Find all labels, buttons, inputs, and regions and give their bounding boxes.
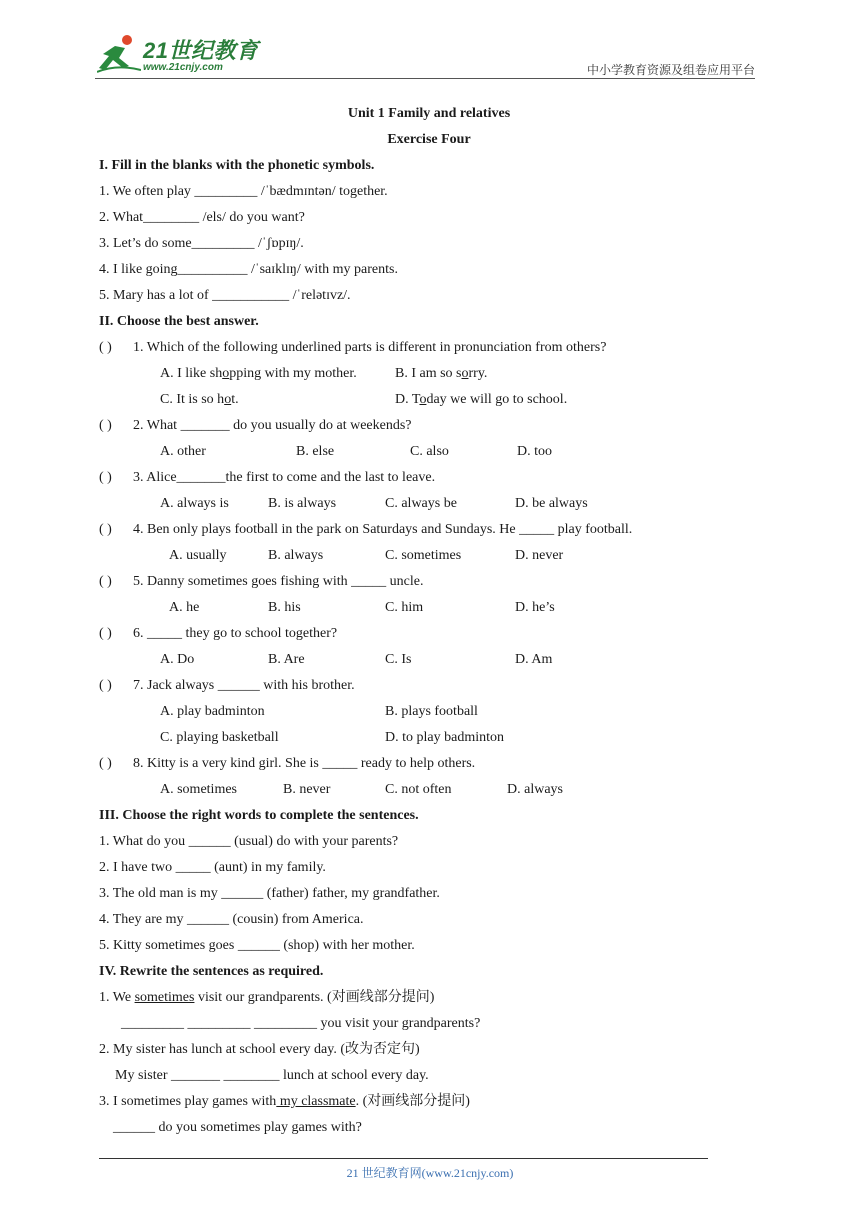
- section3-item: 5. Kitty sometimes goes ______ (shop) with her mother.: [99, 938, 415, 953]
- option-d: D. to play badminton: [385, 730, 504, 745]
- section3-heading: III. Choose the right words to complete the sentences.: [99, 808, 419, 823]
- question-4-options: [99, 543, 719, 569]
- question-text: 1. Which of the following underlined parts is different in pronunciation from others?: [133, 340, 607, 355]
- option-b: B. is always: [268, 496, 337, 511]
- question-6: [99, 621, 719, 647]
- question-1-options-row2: [99, 387, 719, 413]
- option-b: B. I am so sorry.: [395, 366, 488, 381]
- option-c: C. sometimes: [385, 548, 462, 563]
- question-text: 7. Jack always ______ with his brother.: [133, 678, 355, 693]
- document-title: Unit 1 Family and relatives: [347, 106, 511, 121]
- site-logo: [95, 32, 265, 78]
- answer-bracket: ( ): [99, 340, 112, 355]
- question-7: [99, 673, 719, 699]
- section1-item: 4. I like going__________ /ˈsaɪklɪŋ/ with my parents.: [99, 262, 398, 277]
- question-1: [99, 335, 719, 361]
- rewrite-1: 1. We sometimes visit our grandparents. (对画线部分提问): [99, 990, 435, 1005]
- header-divider: [95, 78, 755, 79]
- answer-bracket: ( ): [99, 756, 112, 771]
- question-4: [99, 517, 719, 543]
- option-c: C. also: [410, 444, 449, 459]
- option-a: A. he: [169, 600, 200, 615]
- section2-heading: II. Choose the best answer.: [99, 314, 259, 329]
- section4-heading: IV. Rewrite the sentences as required.: [99, 964, 324, 979]
- question-text: 3. Alice_______the first to come and the last to leave.: [133, 470, 436, 485]
- header-tagline: 中小学教育资源及组卷应用平台: [586, 63, 755, 77]
- question-5: [99, 569, 719, 595]
- option-b: B. else: [296, 444, 335, 459]
- section1-item: 5. Mary has a lot of ___________ /ˈrelətɪvz/.: [99, 288, 351, 303]
- section3-item: 2. I have two _____ (aunt) in my family.: [99, 860, 326, 875]
- option-b: B. his: [268, 600, 301, 615]
- option-c: C. him: [385, 600, 424, 615]
- question-text: 5. Danny sometimes goes fishing with _____ uncle.: [133, 574, 424, 589]
- answer-bracket: ( ): [99, 470, 112, 485]
- option-a: A. other: [160, 444, 206, 459]
- option-d: D. be always: [515, 496, 588, 511]
- option-b: B. always: [268, 548, 324, 563]
- option-d: D. Am: [515, 652, 553, 667]
- option-a: A. sometimes: [160, 782, 237, 797]
- question-text: 8. Kitty is a very kind girl. She is _____ ready to help others.: [133, 756, 476, 771]
- question-text: 2. What _______ do you usually do at weekends?: [133, 418, 412, 433]
- question-text: 6. _____ they go to school together?: [133, 626, 338, 641]
- section3-item: 4. They are my ______ (cousin) from America.: [99, 912, 364, 927]
- answer-bracket: ( ): [99, 418, 112, 433]
- rewrite-2: 2. My sister has lunch at school every day. (改为否定句): [99, 1042, 420, 1057]
- option-b: B. Are: [268, 652, 305, 667]
- answer-bracket: ( ): [99, 626, 112, 641]
- question-2-options: [99, 439, 719, 465]
- question-7-options-row1: [99, 699, 719, 725]
- question-8: [99, 751, 719, 777]
- option-d: D. he’s: [515, 600, 555, 615]
- question-3: [99, 465, 719, 491]
- option-c: C. Is: [385, 652, 412, 667]
- footer-divider: [99, 1158, 708, 1159]
- document-body: [99, 101, 719, 1141]
- option-c: C. always be: [385, 496, 457, 511]
- answer-bracket: ( ): [99, 574, 112, 589]
- option-a: A. Do: [160, 652, 195, 667]
- answer-bracket: ( ): [99, 678, 112, 693]
- rewrite-1-answer: _________ _________ _________ you visit your grandparents?: [121, 1016, 481, 1031]
- section1-item: 2. What________ /els/ do you want?: [99, 210, 305, 225]
- section3-item: 3. The old man is my ______ (father) father, my grandfather.: [99, 886, 440, 901]
- question-6-options: [99, 647, 719, 673]
- rewrite-3: 3. I sometimes play games with my classmate. (对画线部分提问): [99, 1094, 470, 1109]
- section1-item: 3. Let’s do some_________ /ˈʃɒpɪŋ/.: [99, 236, 304, 251]
- option-c: C. playing basketball: [160, 730, 279, 745]
- option-c: C. not often: [385, 782, 452, 797]
- question-8-options: [99, 777, 719, 803]
- logo-url: www.21cnjy.com: [143, 62, 223, 73]
- option-a: A. usually: [169, 548, 227, 563]
- question-7-options-row2: [99, 725, 719, 751]
- option-a: A. I like shopping with my mother.: [160, 366, 357, 381]
- runner-logo-icon: [97, 34, 141, 74]
- option-d: D. never: [515, 548, 564, 563]
- section1-heading: I. Fill in the blanks with the phonetic symbols.: [99, 158, 375, 173]
- option-d: D. always: [507, 782, 563, 797]
- rewrite-2-answer: My sister _______ ________ lunch at school every day.: [115, 1068, 429, 1083]
- question-2: [99, 413, 719, 439]
- option-d: D. Today we will go to school.: [395, 392, 568, 407]
- option-b: B. never: [283, 782, 331, 797]
- option-a: A. play badminton: [160, 704, 265, 719]
- option-a: A. always is: [160, 496, 229, 511]
- question-3-options: [99, 491, 719, 517]
- section1-item: 1. We often play _________ /ˈbædmɪntən/ together.: [99, 184, 388, 199]
- section3-item: 1. What do you ______ (usual) do with your parents?: [99, 834, 399, 849]
- question-text: 4. Ben only plays football in the park on Saturdays and Sundays. He _____ play football.: [133, 522, 633, 537]
- footer-text: 21 世纪教育网(www.21cnjy.com): [346, 1166, 514, 1180]
- option-b: B. plays football: [385, 704, 478, 719]
- page-header: [95, 32, 755, 80]
- option-c: C. It is so hot.: [160, 392, 239, 407]
- question-5-options: [99, 595, 719, 621]
- rewrite-3-answer: ______ do you sometimes play games with?: [113, 1120, 362, 1135]
- question-1-options-row1: [99, 361, 719, 387]
- option-d: D. too: [517, 444, 552, 459]
- answer-bracket: ( ): [99, 522, 112, 537]
- logo-text: 21世纪教育: [143, 38, 259, 63]
- document-subtitle: Exercise Four: [387, 132, 471, 147]
